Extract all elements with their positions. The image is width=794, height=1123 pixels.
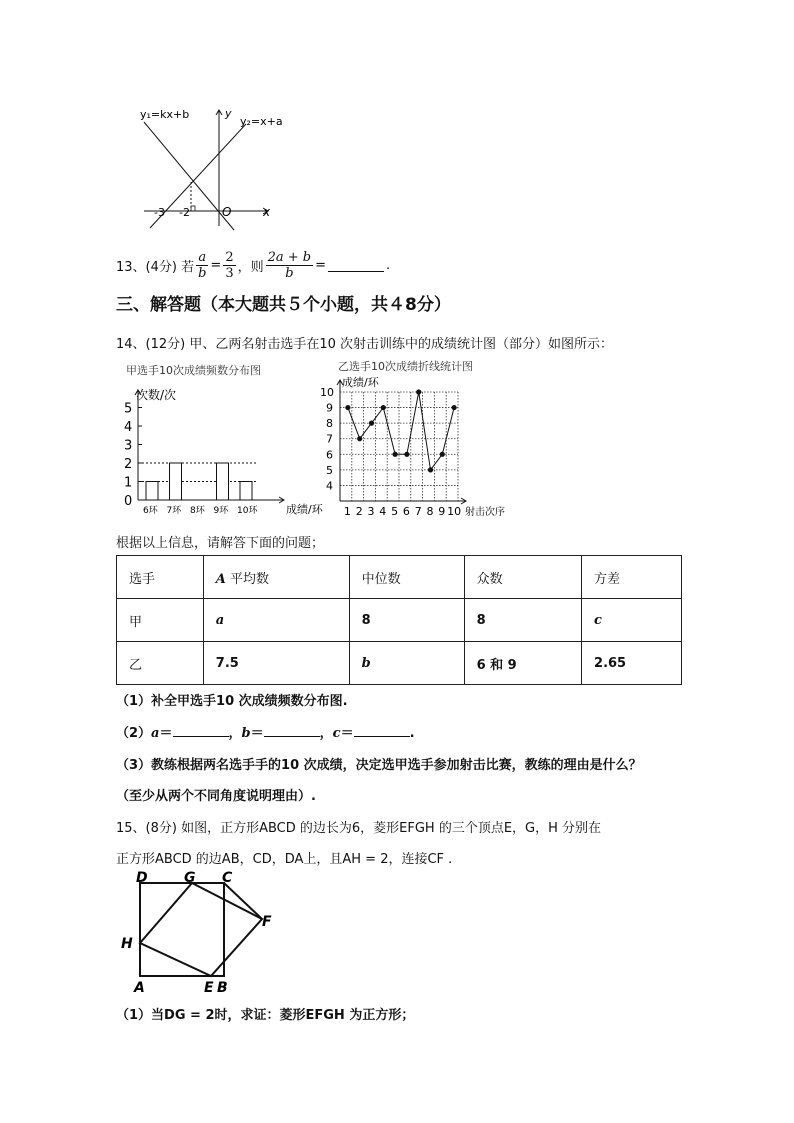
blank-c[interactable] bbox=[354, 723, 410, 737]
table-cell: 乙 bbox=[117, 642, 204, 685]
label-c: C bbox=[222, 870, 233, 886]
tick-minus-2: -2 bbox=[179, 206, 190, 219]
table-cell: 8 bbox=[464, 599, 581, 642]
x-tick-label: 10环 bbox=[237, 506, 258, 516]
table-cell: 7.5 bbox=[203, 642, 349, 685]
q14-sub1: （1）补全甲选手10 次成绩频数分布图. bbox=[116, 694, 348, 709]
table-header-row bbox=[117, 556, 682, 599]
table-row bbox=[117, 599, 682, 642]
blank-b[interactable] bbox=[264, 723, 320, 737]
bar bbox=[240, 482, 252, 501]
x-tick-label: 9环 bbox=[213, 506, 229, 516]
y1-label: y₁=kx+b bbox=[140, 108, 190, 121]
x-tick-label: 4 bbox=[379, 505, 387, 518]
x-tick-label: 3 bbox=[367, 505, 375, 518]
origin-label: O bbox=[222, 205, 232, 219]
x-tick-label: 7 bbox=[414, 505, 422, 518]
table-header-cell: 众数 bbox=[464, 556, 581, 599]
y-tick-label: 4 bbox=[124, 420, 133, 435]
segment-cf bbox=[224, 883, 262, 919]
jia-frequency-bar-chart bbox=[116, 360, 323, 520]
table-cell: 甲 bbox=[117, 599, 204, 642]
table-cell: 2.65 bbox=[582, 642, 682, 685]
y-axis-label: 次数/次 bbox=[136, 388, 177, 402]
q14-stem: 14、(12分) 甲、乙两名射击选手在10 次射击训练中的成绩统计图（部分）如图所示： bbox=[116, 337, 614, 352]
x-tick-label: 6 bbox=[402, 505, 410, 518]
y-tick-label: 6 bbox=[326, 448, 333, 462]
bar bbox=[146, 482, 158, 501]
table-cell: b bbox=[349, 642, 464, 685]
bar bbox=[217, 463, 229, 500]
table-header-cell: 方差 bbox=[582, 556, 682, 599]
x-tick-label: 2 bbox=[355, 505, 363, 518]
label-b: B bbox=[217, 980, 228, 996]
data-point bbox=[428, 467, 433, 472]
blank-a[interactable] bbox=[173, 723, 229, 737]
y-tick-label: 1 bbox=[124, 475, 133, 491]
linear-functions-graph bbox=[136, 104, 286, 230]
q13-answer-blank[interactable] bbox=[328, 258, 384, 272]
x-tick-label: 9 bbox=[438, 505, 446, 518]
q13-fraction-a-over-b: $\frac{a}{b}$ bbox=[198, 249, 207, 281]
y-tick-label: 8 bbox=[326, 417, 333, 431]
q13-prefix: 13、(4分) 若 bbox=[116, 259, 195, 275]
yi-score-line-chart bbox=[318, 356, 528, 520]
x-axis-label: x bbox=[263, 205, 271, 219]
tick-minus-3: -3 bbox=[154, 206, 165, 219]
x-tick-label: 8环 bbox=[190, 506, 205, 516]
y-axis-label: y bbox=[225, 107, 232, 120]
q15-line2: 正方形ABCD 的边AB，CD，DA上，且AH = 2，连接CF . bbox=[116, 852, 453, 867]
table-cell: 8 bbox=[349, 599, 464, 642]
x-axis-label: 成绩/环 bbox=[286, 503, 323, 516]
q14-sub2: （2）a＝ ，b＝ ，c＝ . bbox=[116, 722, 415, 741]
data-point bbox=[416, 389, 421, 394]
chart-title: 乙选手10次成绩折线统计图 bbox=[338, 360, 473, 373]
q14-sub3-note: （至少从两个不同角度说明理由）. bbox=[116, 789, 316, 804]
x-tick-label: 6环 bbox=[143, 506, 158, 516]
x-tick-label: 1 bbox=[343, 505, 351, 518]
y-axis-label: 成绩/环 bbox=[342, 376, 379, 389]
y-tick-label: 2 bbox=[124, 457, 133, 472]
q15-sub1: （1）当DG = 2时，求证：菱形EFGH 为正方形； bbox=[116, 1008, 415, 1023]
bar bbox=[170, 463, 182, 500]
chart-title: 甲选手10次成绩频数分布图 bbox=[126, 364, 261, 377]
table-header-cell: 中位数 bbox=[349, 556, 464, 599]
q14-followup: 根据以上信息，请解答下面的问题； bbox=[116, 536, 325, 551]
table-row bbox=[117, 642, 682, 685]
data-point bbox=[440, 452, 445, 457]
table-cell: c bbox=[582, 599, 682, 642]
y2-label: y₂=x+a bbox=[240, 115, 283, 128]
y-tick-label: 10 bbox=[320, 386, 334, 399]
question-13: 13、(4分) 若 $\frac{a}{b}$ = $\frac{2}{3}$ ，则 $\frac{2a + b}{b}$ = . bbox=[116, 249, 391, 281]
label-a: A bbox=[134, 980, 145, 996]
data-point bbox=[357, 436, 362, 441]
table-cell: a bbox=[203, 599, 349, 642]
score-statistics-table bbox=[116, 555, 682, 685]
table-cell: 6 和 9 bbox=[464, 642, 581, 685]
x-tick-label: 10 bbox=[447, 505, 462, 518]
y-tick-label: 5 bbox=[124, 401, 133, 417]
q13-fraction-expression: $\frac{2a + b}{b}$ bbox=[267, 249, 312, 281]
label-f: F bbox=[262, 914, 272, 930]
y-tick-label: 7 bbox=[326, 432, 333, 446]
table-header-cell: A 平均数 bbox=[203, 556, 349, 599]
y-tick-label: 5 bbox=[326, 463, 333, 477]
x-tick-label: 5 bbox=[391, 505, 399, 518]
section-title: 三、解答题（本大题共５个小题，共４8分） bbox=[116, 295, 451, 315]
label-g: G bbox=[184, 870, 196, 886]
y-tick-label: 3 bbox=[124, 438, 133, 454]
x-tick-label: 7环 bbox=[166, 506, 182, 516]
square-rhombus-diagram bbox=[116, 868, 286, 998]
data-point bbox=[452, 405, 457, 410]
rhombus-efgh bbox=[140, 883, 262, 976]
q14-sub3: （3）教练根据两名选手手的10 次成绩，决定选甲选手参加射击比赛，教练的理由是什么？ bbox=[116, 758, 642, 773]
data-point bbox=[381, 405, 386, 410]
data-point bbox=[369, 421, 374, 426]
x-axis-label: 射击次序 bbox=[465, 507, 505, 518]
y-tick-label: 4 bbox=[326, 479, 333, 493]
q15-line1: 15、(8分) 如图，正方形ABCD 的边长为6，菱形EFGH 的三个顶点E，G，H 分别在 bbox=[116, 821, 602, 836]
y-tick-label: 9 bbox=[326, 401, 333, 415]
data-point bbox=[393, 452, 398, 457]
data-point bbox=[345, 405, 350, 410]
label-e: E bbox=[204, 980, 214, 996]
y-tick-label: 0 bbox=[124, 494, 133, 509]
table-header-cell: 选手 bbox=[117, 556, 204, 599]
x-tick-label: 8 bbox=[426, 505, 434, 518]
label-d: D bbox=[136, 870, 148, 886]
label-h: H bbox=[121, 936, 133, 952]
data-point bbox=[404, 452, 409, 457]
q13-fraction-2-over-3: $\frac{2}{3}$ bbox=[225, 249, 234, 281]
